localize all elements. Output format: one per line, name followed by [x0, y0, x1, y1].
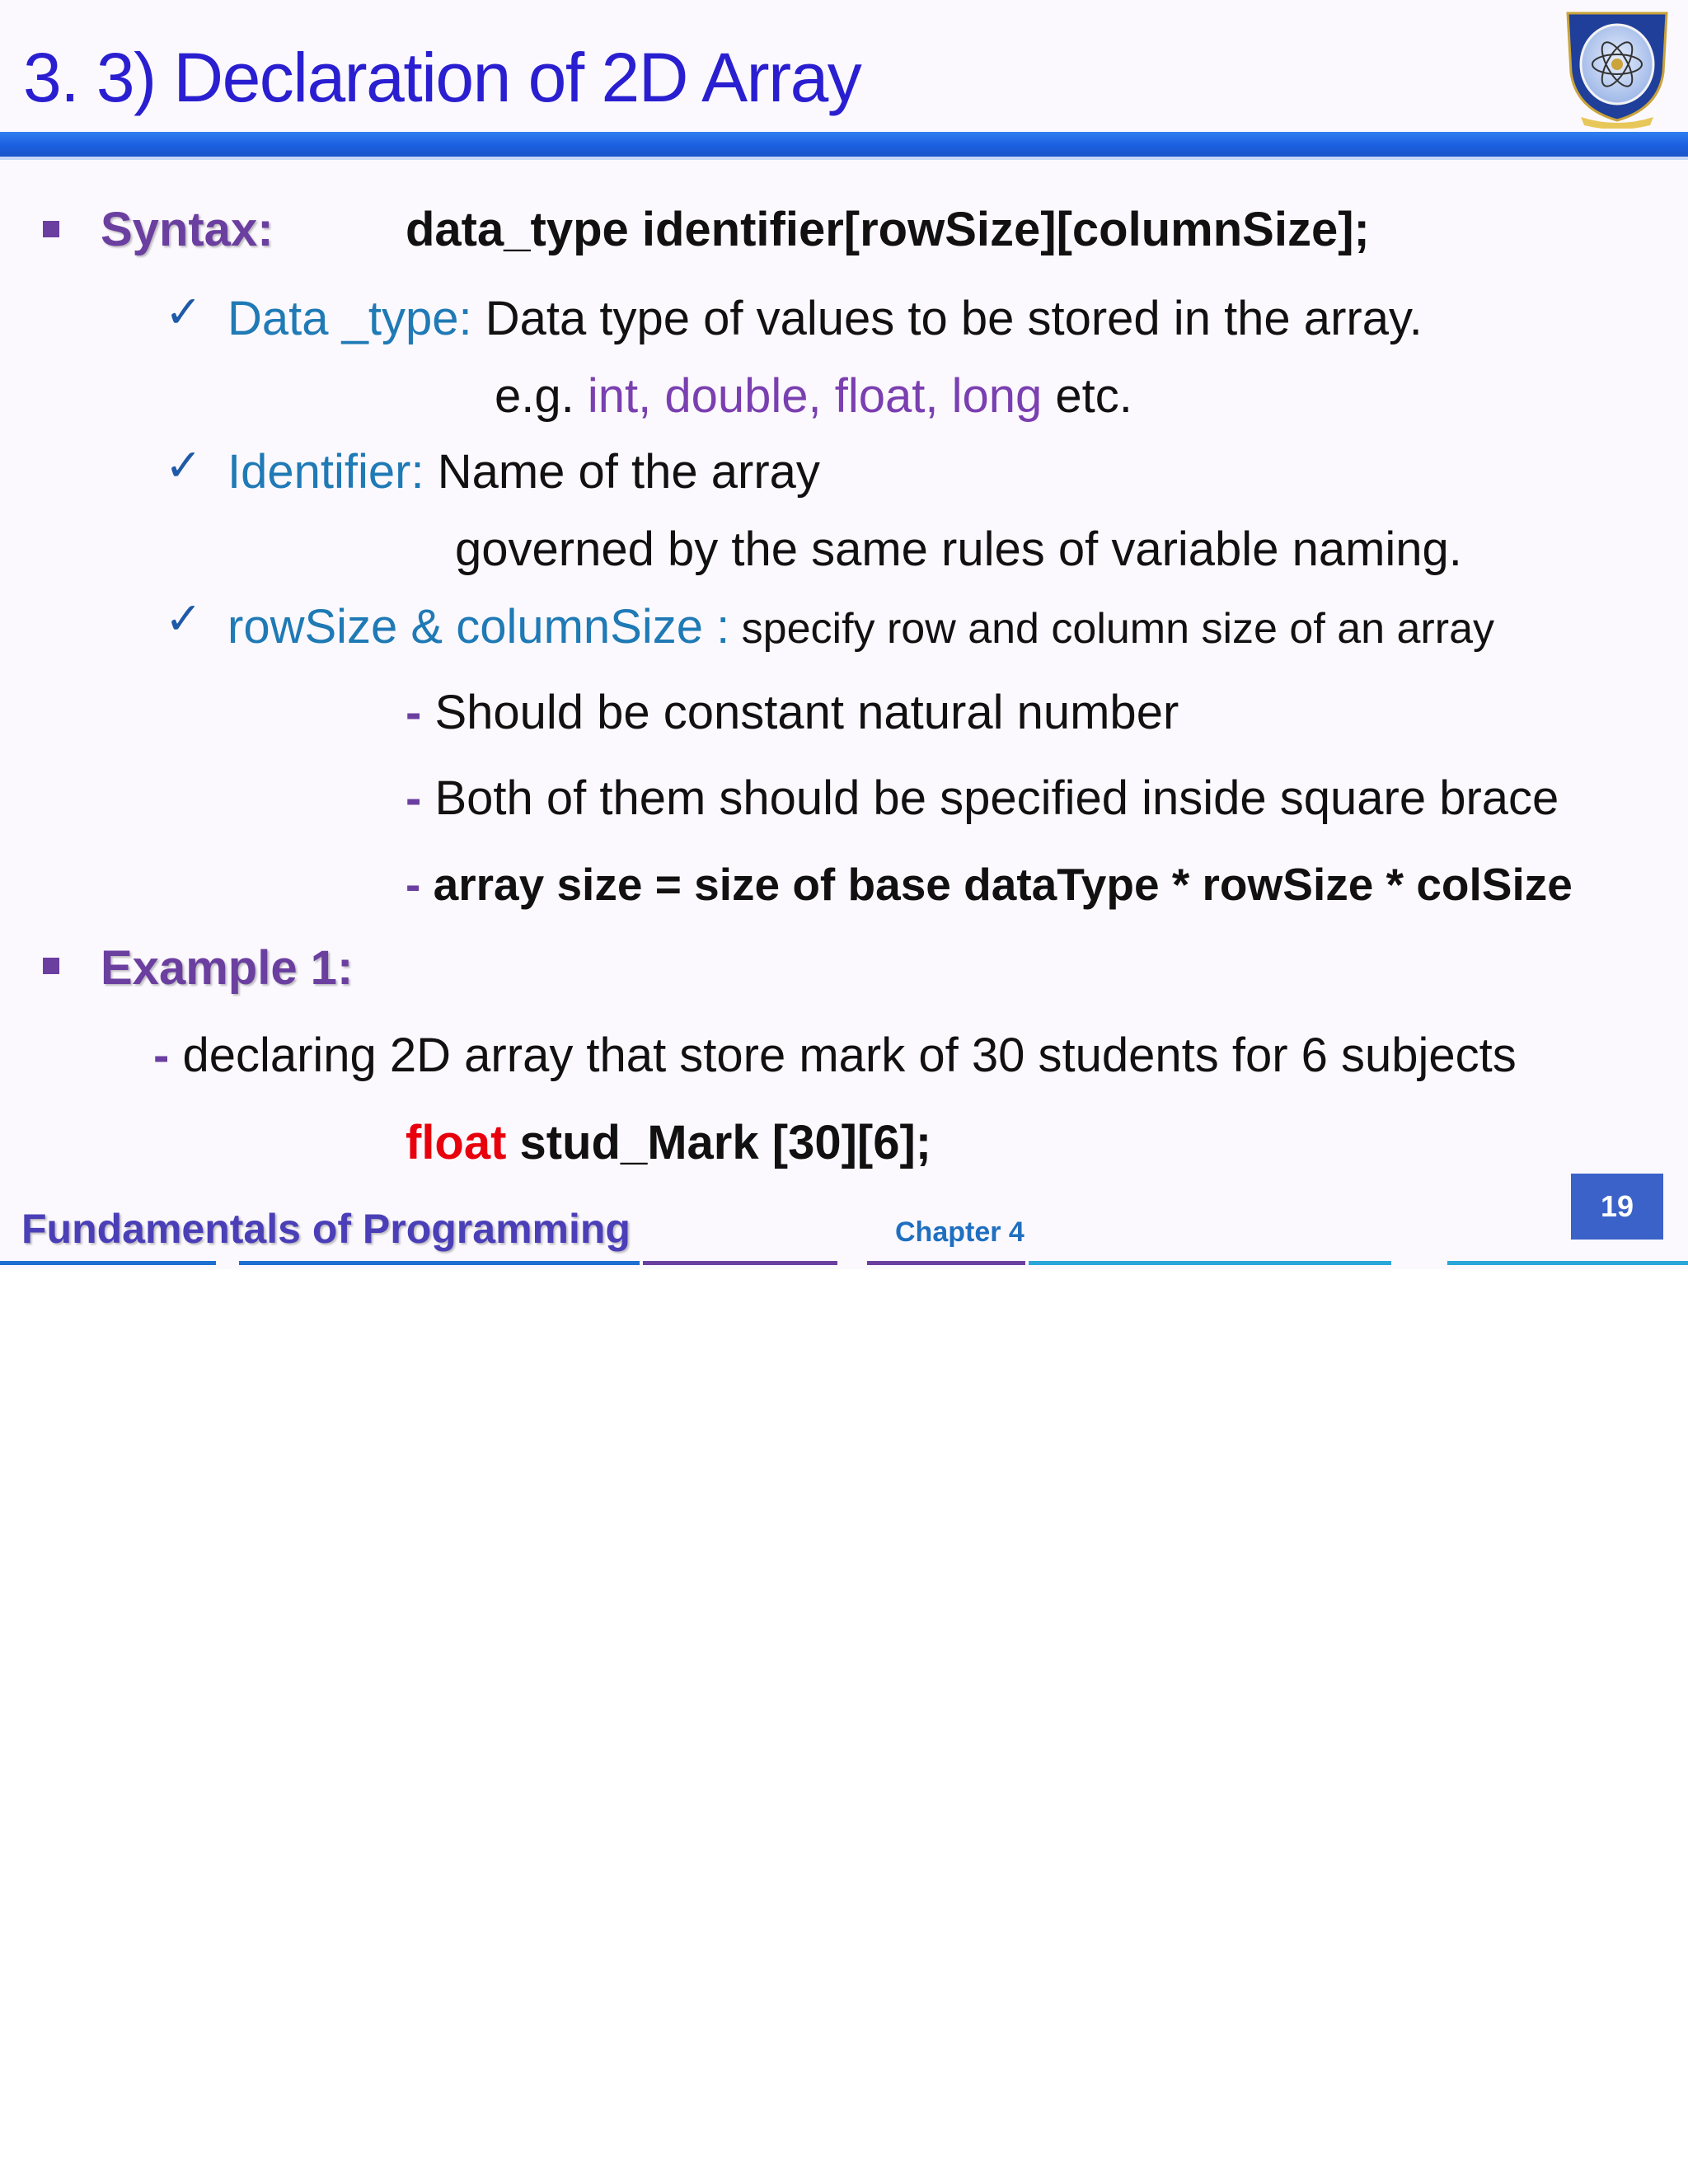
university-seal-icon [1561, 5, 1673, 129]
example-desc: declaring 2D array that store mark of 30 students for 6 subjects [182, 1029, 1517, 1082]
identifier-line [227, 445, 820, 499]
footer-line [1447, 1261, 1688, 1265]
example-desc-line [153, 1029, 1517, 1082]
data-type-desc: Data type of values to be stored in the array. [471, 292, 1423, 345]
dash-marker: - [406, 771, 435, 825]
size-rule-2 [406, 771, 1559, 825]
example-code [406, 1116, 932, 1169]
footer-line [643, 1261, 837, 1265]
dash-marker: - [153, 1029, 183, 1082]
example-prefix: e.g. [495, 369, 588, 423]
identifier-desc: Name of the array [424, 445, 820, 499]
bullet-square-icon [43, 221, 59, 237]
dash-marker: - [406, 686, 435, 739]
syntax-label: Syntax: [101, 203, 274, 256]
footer-line [239, 1261, 640, 1265]
page-number: 19 [1571, 1174, 1663, 1240]
checkmark-icon: ✓ [165, 594, 203, 644]
footer-chapter: Chapter 4 [895, 1216, 1025, 1248]
size-rule-3 [406, 859, 1573, 910]
slide-title: 3. 3) Declaration of 2D Array [23, 39, 861, 116]
footer-line [0, 1261, 216, 1265]
example-types: int, double, float, long [587, 369, 1043, 423]
data-type-line [227, 292, 1423, 345]
footer-course: Fundamentals of Programming [21, 1206, 631, 1252]
sizes-line [227, 600, 1494, 654]
footer-line [1029, 1261, 1391, 1265]
data-type-example [495, 369, 1132, 423]
code-rest: stud_Mark [30][6]; [506, 1116, 932, 1169]
size-rule-text: array size = size of base dataType * rowSize * colSize [433, 859, 1573, 910]
identifier-term: Identifier: [227, 445, 424, 499]
example-label: Example 1: [101, 941, 354, 995]
title-underline-bar [0, 132, 1688, 157]
footer-line [867, 1261, 1025, 1265]
example-suffix: etc. [1042, 369, 1132, 423]
dash-marker: - [406, 859, 434, 910]
checkmark-icon: ✓ [165, 288, 203, 337]
checkmark-icon: ✓ [165, 441, 203, 490]
syntax-code: data_type identifier[rowSize][columnSize]; [406, 203, 1370, 256]
size-rule-1 [406, 686, 1179, 739]
bullet-square-icon [43, 958, 59, 974]
code-keyword: float [406, 1116, 507, 1169]
data-type-term: Data _type: [227, 292, 472, 345]
sizes-term: rowSize & columnSize : [227, 600, 730, 654]
sizes-desc: specify row and column size of an array [729, 605, 1494, 653]
size-rule-text: Should be constant natural number [434, 686, 1179, 739]
size-rule-text: Both of them should be specified inside square brace [434, 771, 1559, 825]
title-underline-highlight [0, 157, 1688, 160]
identifier-desc-2: governed by the same rules of variable naming. [455, 523, 1462, 576]
